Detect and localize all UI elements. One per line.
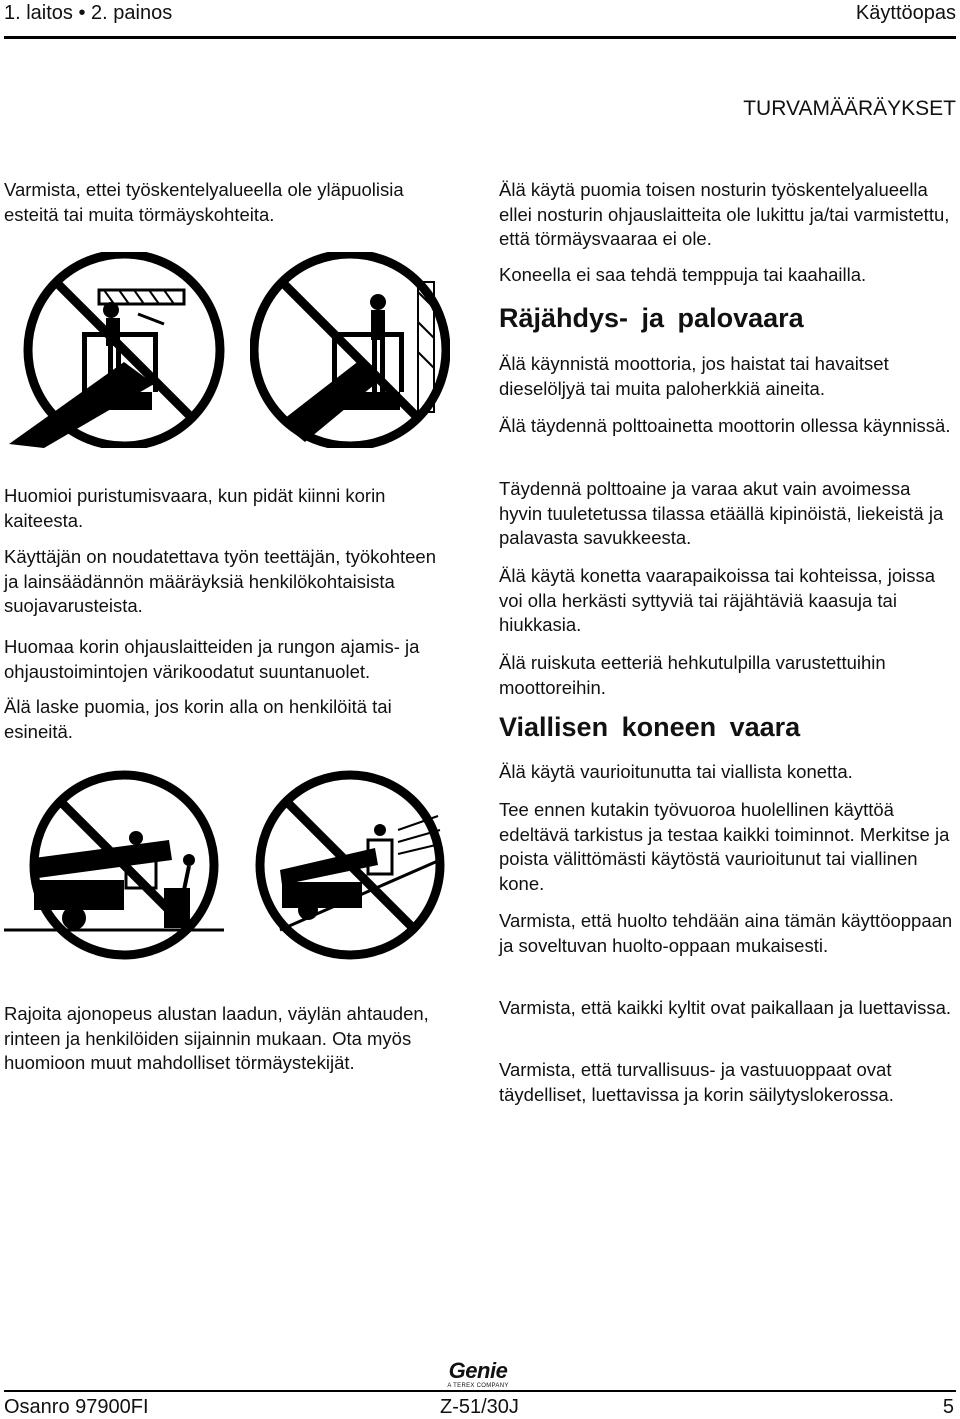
paragraph: Varmista, ettei työskentelyalueella ole yläpuolisia esteitä tai muita törmäyskohteita. [4, 179, 404, 225]
paragraph: Älä käytä puomia toisen nosturin työskentelyalueella ellei nosturin ohjauslaitteita ole lukittu ja/tai varmistettu, että törmäysvaaraa ei ole. [499, 179, 950, 249]
no-speeding-illustration [250, 770, 450, 960]
edition-label: 1. laitos • 2. painos [4, 2, 173, 24]
paragraph: Varmista, että kaikki kyltit ovat paikallaan ja luettavissa. [499, 997, 952, 1018]
genie-logo [438, 1360, 518, 1390]
paragraph: Älä käytä vaurioitunutta tai viallista konetta. [499, 761, 853, 782]
paragraph: Huomaa korin ohjauslaitteiden ja rungon ajamis- ja ohjaustoimintojen värikoodatut suuntanuolet. [4, 636, 420, 682]
paragraph: Älä laske puomia, jos korin alla on henkilöitä tai esineitä. [4, 696, 392, 742]
paragraph: Älä täydennä polttoainetta moottorin ollessa käynnissä. [499, 415, 951, 436]
no-wall-crush-illustration [250, 252, 450, 448]
logo-tagline: A TEREX COMPANY [447, 1383, 509, 1389]
paragraph: Koneella ei saa tehdä temppuja tai kaahailla. [499, 264, 867, 285]
paragraph: Älä käynnistä moottoria, jos haistat tai havaitset dieselöljyä tai muita paloherkkiä aineita. [499, 353, 889, 399]
paragraph: Käyttäjän on noudatettava työn teettäjän, työkohteen ja lainsäädännön määräyksiä henkilökohtaisista suojavarusteista. [4, 546, 436, 616]
model-number: Z-51/30J [440, 1396, 519, 1418]
paragraph: Varmista, että turvallisuus- ja vastuuoppaat ovat täydelliset, luettavissa ja korin säilytyslokerossa. [499, 1059, 894, 1105]
paragraph: Älä ruiskuta eetteriä hehkutulpilla varustettuihin moottoreihin. [499, 652, 886, 698]
paragraph: Varmista, että huolto tehdään aina tämän käyttöoppaan ja soveltuvan huolto-oppaan mukaisesti. [499, 910, 953, 956]
no-lower-onto-people-illustration [4, 770, 244, 960]
doc-type-label: Käyttöopas [855, 2, 956, 24]
page-number: 5 [942, 1396, 954, 1418]
section-heading-fire: Räjähdys- ja palovaara [499, 303, 804, 333]
footer-rule [4, 1390, 956, 1392]
paragraph: Tee ennen kutakin työvuoroa huolellinen käyttöä edeltävä tarkistus ja testaa kaikki toiminnot. Merkitse ja poista välittömästi käytöstä vaurioitunut tai viallinen kone. [499, 799, 950, 894]
logo-brand: Genie [448, 1358, 508, 1383]
no-ceiling-collision-illustration [4, 252, 244, 448]
section-heading-defective: Viallisen koneen vaara [499, 712, 801, 742]
paragraph: Rajoita ajonopeus alustan laadun, väylän ahtauden, rinteen ja henkilöiden sijainnin mukaan. Ota myös huomioon muut mahdolliset törmäystekijät. [4, 1003, 429, 1073]
paragraph: Huomioi puristumisvaara, kun pidät kiinni korin kaiteesta. [4, 485, 386, 531]
paragraph: Täydennä polttoaine ja varaa akut vain avoimessa hyvin tuuletetussa tilassa etäällä kipinöistä, liekeistä ja palavasta savukkeesta. [499, 478, 944, 548]
paragraph: Älä käytä konetta vaarapaikoissa tai kohteissa, joissa voi olla herkästi syttyviä tai räjähtäviä kaasuja tai hiukkasia. [499, 565, 936, 635]
header-rule [4, 36, 956, 39]
part-number: Osanro 97900FI [4, 1396, 149, 1418]
section-title: TURVAMÄÄRÄYKSET [743, 97, 956, 120]
